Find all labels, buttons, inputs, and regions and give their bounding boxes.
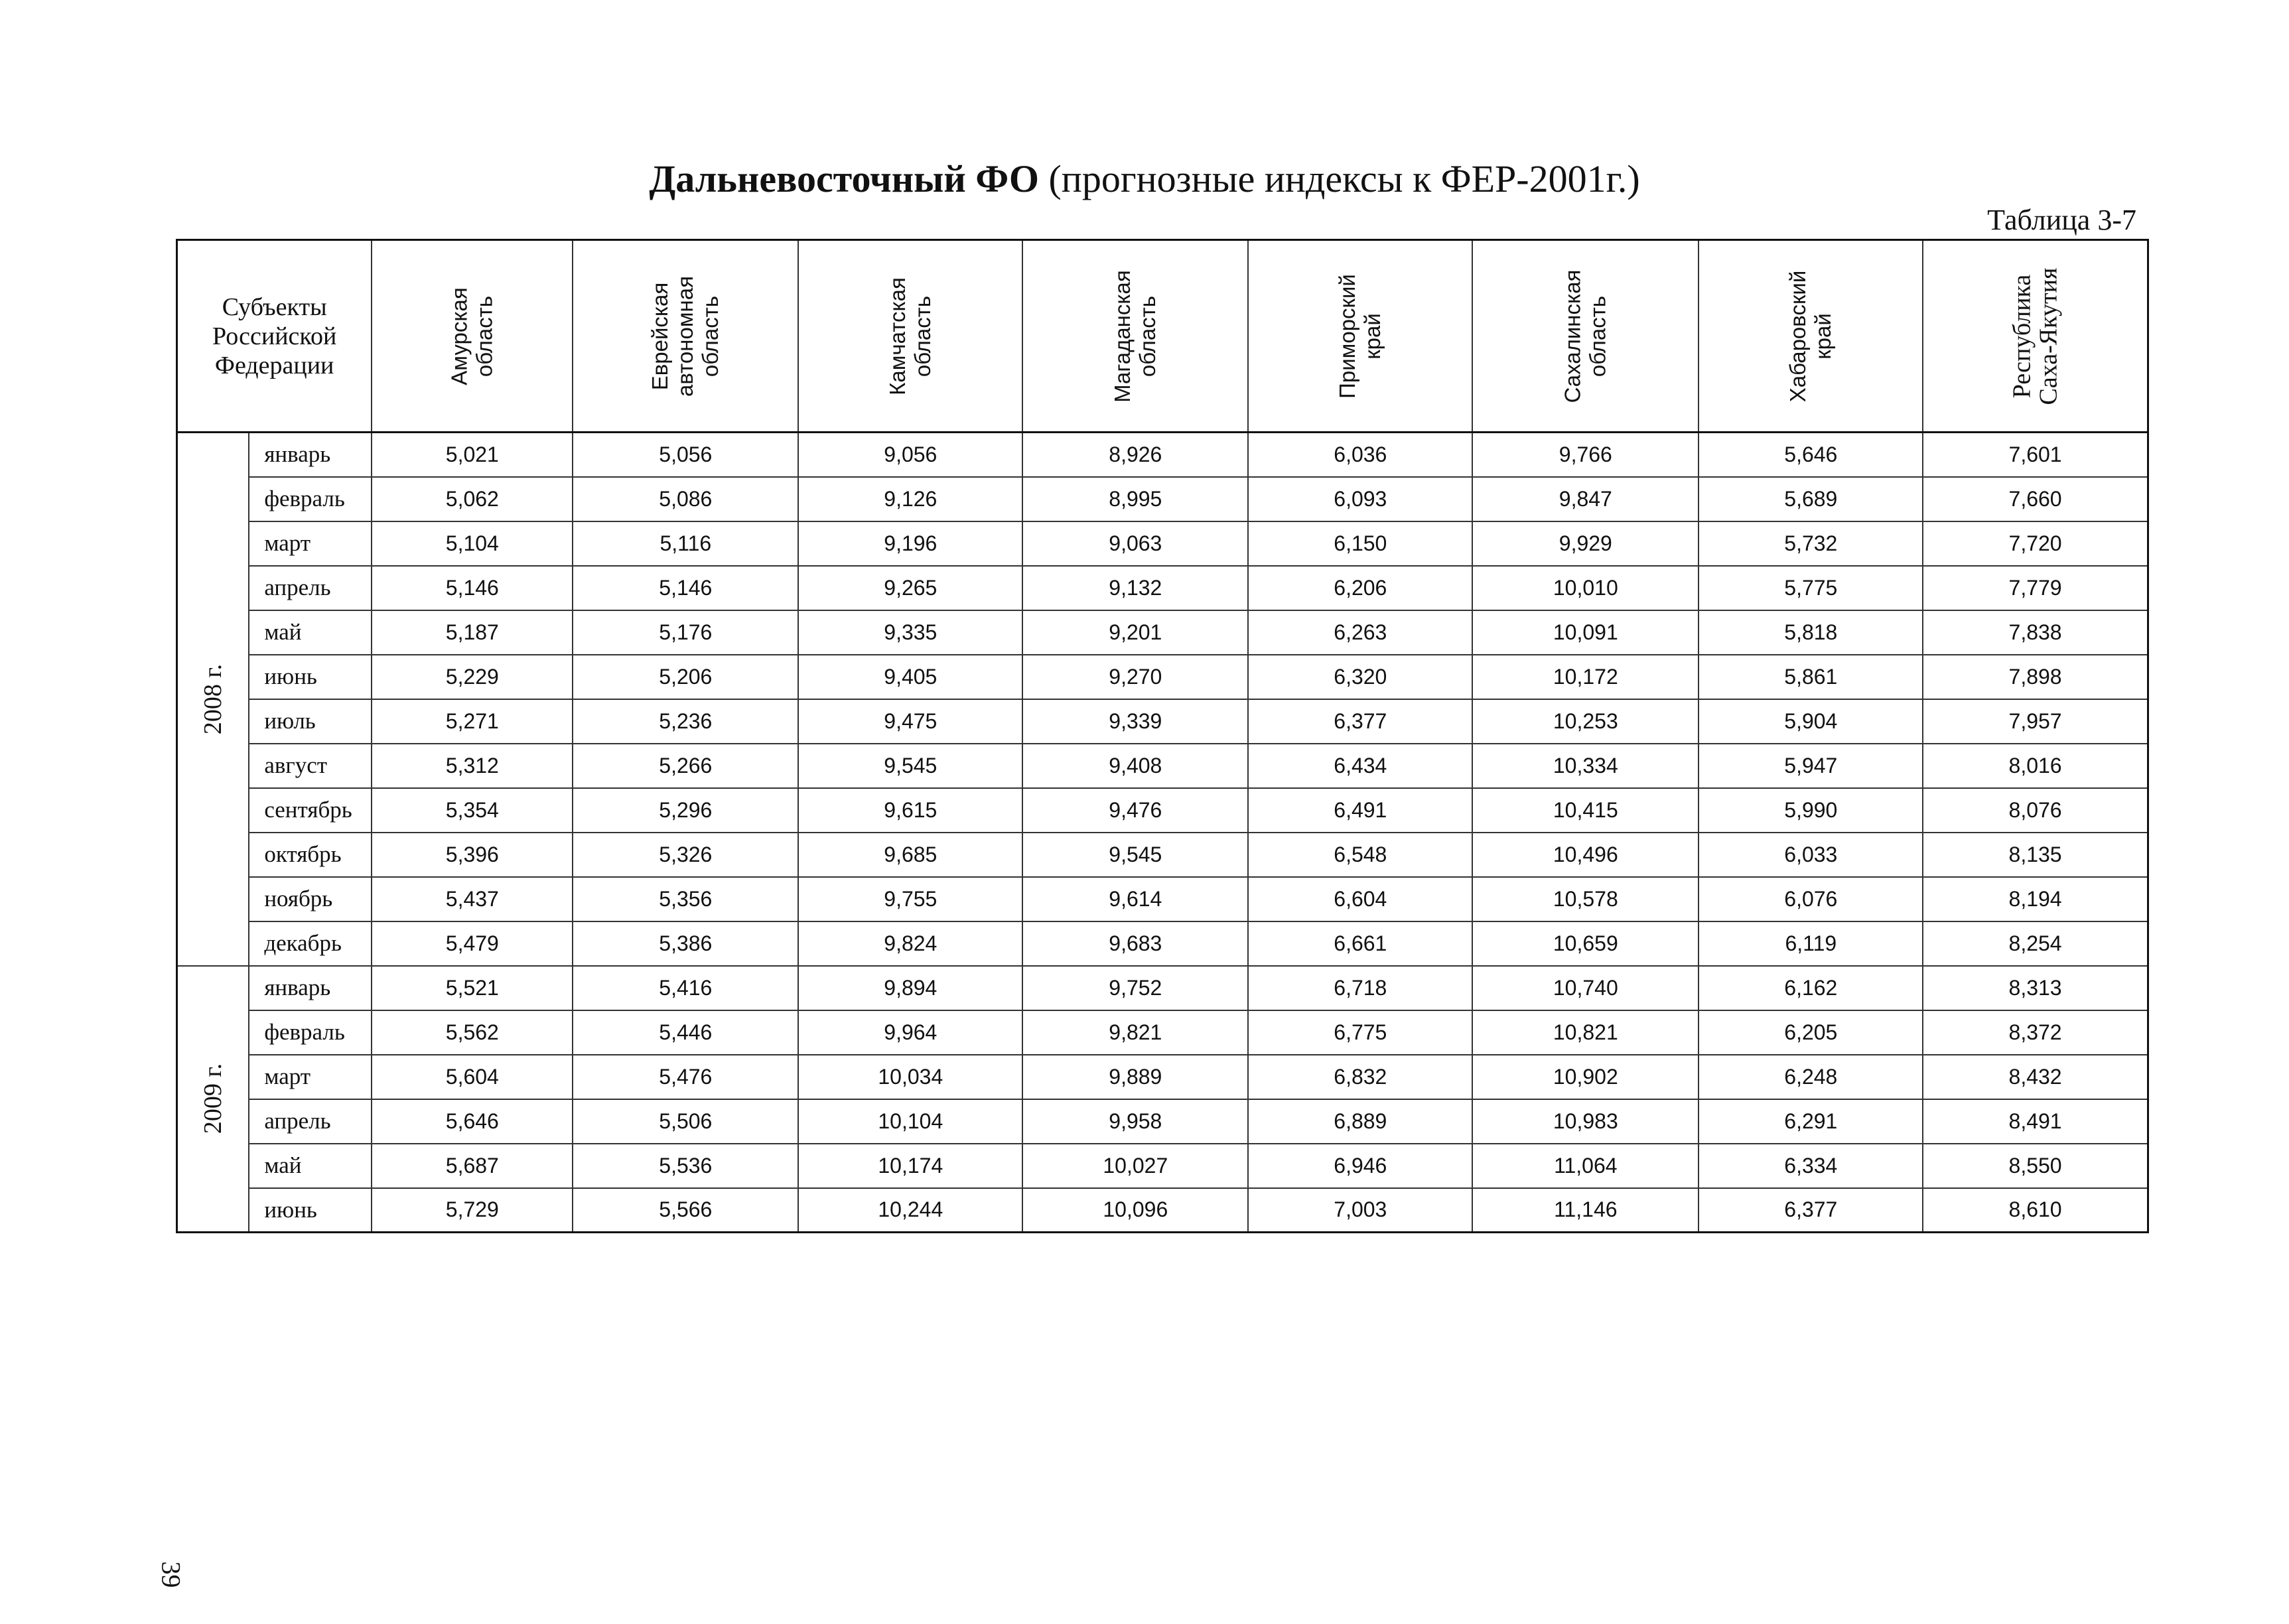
value-cell: 7,838 <box>1923 610 2148 655</box>
value-cell: 5,312 <box>372 744 573 788</box>
value-cell: 5,056 <box>573 433 798 477</box>
value-cell: 5,104 <box>372 521 573 566</box>
value-cell: 10,659 <box>1472 921 1699 966</box>
header-subjects: Субъекты Российской Федерации <box>177 240 372 433</box>
value-cell: 6,604 <box>1248 877 1472 921</box>
value-cell: 9,545 <box>798 744 1022 788</box>
month-cell: февраль <box>249 1010 372 1055</box>
year-cell <box>177 966 249 1233</box>
value-cell: 5,386 <box>573 921 798 966</box>
value-cell: 10,415 <box>1472 788 1699 833</box>
header-col-magadan <box>1022 240 1248 433</box>
value-cell: 6,434 <box>1248 744 1472 788</box>
value-cell: 5,729 <box>372 1188 573 1233</box>
value-cell: 5,086 <box>573 477 798 521</box>
month-cell: май <box>249 610 372 655</box>
value-cell: 9,063 <box>1022 521 1248 566</box>
value-cell: 6,036 <box>1248 433 1472 477</box>
value-cell: 7,779 <box>1923 566 2148 610</box>
value-cell: 9,894 <box>798 966 1022 1010</box>
value-cell: 9,270 <box>1022 655 1248 699</box>
value-cell: 9,614 <box>1022 877 1248 921</box>
value-cell: 8,610 <box>1923 1188 2148 1233</box>
value-cell: 5,116 <box>573 521 798 566</box>
value-cell: 10,104 <box>798 1099 1022 1144</box>
header-col-jewish-ao <box>573 240 798 433</box>
table-row <box>177 477 2148 521</box>
value-cell: 8,372 <box>1923 1010 2148 1055</box>
month-cell: декабрь <box>249 921 372 966</box>
value-cell: 8,313 <box>1923 966 2148 1010</box>
value-cell: 8,194 <box>1923 877 2148 921</box>
month-cell: сентябрь <box>249 788 372 833</box>
table-row <box>177 1144 2148 1188</box>
table-row <box>177 521 2148 566</box>
value-cell: 5,229 <box>372 655 573 699</box>
value-cell: 6,889 <box>1248 1099 1472 1144</box>
value-cell: 10,244 <box>798 1188 1022 1233</box>
value-cell: 5,562 <box>372 1010 573 1055</box>
value-cell: 10,253 <box>1472 699 1699 744</box>
value-cell: 9,964 <box>798 1010 1022 1055</box>
table-row <box>177 877 2148 921</box>
page-number: 39 <box>156 1561 186 1588</box>
value-cell: 10,010 <box>1472 566 1699 610</box>
value-cell: 5,356 <box>573 877 798 921</box>
value-cell: 8,491 <box>1923 1099 2148 1144</box>
value-cell: 5,021 <box>372 433 573 477</box>
value-cell: 9,339 <box>1022 699 1248 744</box>
value-cell: 9,683 <box>1022 921 1248 966</box>
value-cell: 7,720 <box>1923 521 2148 566</box>
value-cell: 10,174 <box>798 1144 1022 1188</box>
value-cell: 6,718 <box>1248 966 1472 1010</box>
value-cell: 9,265 <box>798 566 1022 610</box>
value-cell: 6,248 <box>1699 1055 1923 1099</box>
month-cell: апрель <box>249 1099 372 1144</box>
month-cell: март <box>249 1055 372 1099</box>
table-row <box>177 1055 2148 1099</box>
month-cell: июнь <box>249 1188 372 1233</box>
value-cell: 9,615 <box>798 788 1022 833</box>
table-label: Таблица 3-7 <box>1987 204 2136 236</box>
value-cell: 5,861 <box>1699 655 1923 699</box>
value-cell: 8,254 <box>1923 921 2148 966</box>
header-col-khabarovsk <box>1699 240 1923 433</box>
value-cell: 5,506 <box>573 1099 798 1144</box>
value-cell: 9,824 <box>798 921 1022 966</box>
value-cell: 6,334 <box>1699 1144 1923 1188</box>
value-cell: 5,732 <box>1699 521 1923 566</box>
table-body <box>177 433 2148 1233</box>
value-cell: 5,604 <box>372 1055 573 1099</box>
value-cell: 8,432 <box>1923 1055 2148 1099</box>
value-cell: 9,929 <box>1472 521 1699 566</box>
value-cell: 5,536 <box>573 1144 798 1188</box>
value-cell: 5,437 <box>372 877 573 921</box>
table-row <box>177 744 2148 788</box>
value-cell: 5,187 <box>372 610 573 655</box>
value-cell: 9,408 <box>1022 744 1248 788</box>
value-cell: 5,646 <box>372 1099 573 1144</box>
value-cell: 8,995 <box>1022 477 1248 521</box>
value-cell: 9,201 <box>1022 610 1248 655</box>
header-col-sakhalin-label: Сахалинская область <box>1560 269 1610 403</box>
value-cell: 9,132 <box>1022 566 1248 610</box>
value-cell: 10,578 <box>1472 877 1699 921</box>
value-cell: 7,660 <box>1923 477 2148 521</box>
value-cell: 5,206 <box>573 655 798 699</box>
value-cell: 5,176 <box>573 610 798 655</box>
value-cell: 10,983 <box>1472 1099 1699 1144</box>
year-label: 2008 г. <box>199 663 228 734</box>
header-col-yakutia <box>1923 240 2148 433</box>
value-cell: 6,377 <box>1248 699 1472 744</box>
value-cell: 9,685 <box>798 833 1022 877</box>
value-cell: 9,821 <box>1022 1010 1248 1055</box>
value-cell: 7,003 <box>1248 1188 1472 1233</box>
value-cell: 5,818 <box>1699 610 1923 655</box>
table-row <box>177 833 2148 877</box>
value-cell: 10,172 <box>1472 655 1699 699</box>
month-cell: август <box>249 744 372 788</box>
value-cell: 6,033 <box>1699 833 1923 877</box>
value-cell: 5,396 <box>372 833 573 877</box>
value-cell: 5,146 <box>573 566 798 610</box>
month-cell: май <box>249 1144 372 1188</box>
value-cell: 8,926 <box>1022 433 1248 477</box>
value-cell: 6,162 <box>1699 966 1923 1010</box>
value-cell: 8,016 <box>1923 744 2148 788</box>
page-title-bold: Дальневосточный ФО <box>649 157 1039 200</box>
value-cell: 5,236 <box>573 699 798 744</box>
value-cell: 5,062 <box>372 477 573 521</box>
value-cell: 5,566 <box>573 1188 798 1233</box>
value-cell: 9,755 <box>798 877 1022 921</box>
value-cell: 6,320 <box>1248 655 1472 699</box>
value-cell: 5,446 <box>573 1010 798 1055</box>
value-cell: 7,601 <box>1923 433 2148 477</box>
value-cell: 6,119 <box>1699 921 1923 966</box>
value-cell: 5,687 <box>372 1144 573 1188</box>
year-cell <box>177 433 249 966</box>
month-cell: ноябрь <box>249 877 372 921</box>
year-label: 2009 г. <box>199 1063 228 1134</box>
value-cell: 5,479 <box>372 921 573 966</box>
header-col-magadan-label: Магаданская область <box>1110 269 1160 403</box>
value-cell: 6,093 <box>1248 477 1472 521</box>
table-row <box>177 655 2148 699</box>
value-cell: 11,146 <box>1472 1188 1699 1233</box>
table-row <box>177 788 2148 833</box>
value-cell: 5,354 <box>372 788 573 833</box>
value-cell: 5,775 <box>1699 566 1923 610</box>
month-cell: январь <box>249 966 372 1010</box>
table-row <box>177 921 2148 966</box>
value-cell: 9,335 <box>798 610 1022 655</box>
month-cell: март <box>249 521 372 566</box>
value-cell: 10,902 <box>1472 1055 1699 1099</box>
table-row <box>177 1099 2148 1144</box>
value-cell: 10,091 <box>1472 610 1699 655</box>
value-cell: 9,405 <box>798 655 1022 699</box>
value-cell: 5,416 <box>573 966 798 1010</box>
value-cell: 9,545 <box>1022 833 1248 877</box>
table-row <box>177 1010 2148 1055</box>
table-row <box>177 1188 2148 1233</box>
header-col-khabarovsk-label: Хабаровский край <box>1785 270 1836 402</box>
value-cell: 10,096 <box>1022 1188 1248 1233</box>
value-cell: 6,076 <box>1699 877 1923 921</box>
value-cell: 6,150 <box>1248 521 1472 566</box>
value-cell: 6,946 <box>1248 1144 1472 1188</box>
value-cell: 8,550 <box>1923 1144 2148 1188</box>
value-cell: 10,821 <box>1472 1010 1699 1055</box>
value-cell: 6,206 <box>1248 566 1472 610</box>
table-row <box>177 610 2148 655</box>
table-row <box>177 433 2148 477</box>
value-cell: 6,263 <box>1248 610 1472 655</box>
value-cell: 10,334 <box>1472 744 1699 788</box>
header-col-amur-label: Амурская область <box>447 287 497 385</box>
month-cell: февраль <box>249 477 372 521</box>
value-cell: 9,196 <box>798 521 1022 566</box>
header-col-sakhalin <box>1472 240 1699 433</box>
page-title <box>0 157 2289 201</box>
header-col-jewish-ao-label: Еврейская автономная область <box>648 275 723 397</box>
value-cell: 5,947 <box>1699 744 1923 788</box>
value-cell: 7,898 <box>1923 655 2148 699</box>
page-title-rest: (прогнозные индексы к ФЕР-2001г.) <box>1038 157 1640 200</box>
month-cell: июнь <box>249 655 372 699</box>
value-cell: 5,271 <box>372 699 573 744</box>
value-cell: 9,847 <box>1472 477 1699 521</box>
value-cell: 8,076 <box>1923 788 2148 833</box>
value-cell: 9,126 <box>798 477 1022 521</box>
header-col-yakutia-label: Республика Саха-Якутия <box>2008 267 2063 405</box>
value-cell: 5,326 <box>573 833 798 877</box>
value-cell: 10,027 <box>1022 1144 1248 1188</box>
value-cell: 11,064 <box>1472 1144 1699 1188</box>
value-cell: 7,957 <box>1923 699 2148 744</box>
header-col-amur <box>372 240 573 433</box>
value-cell: 5,296 <box>573 788 798 833</box>
month-cell: апрель <box>249 566 372 610</box>
value-cell: 6,205 <box>1699 1010 1923 1055</box>
table-row <box>177 966 2148 1010</box>
value-cell: 9,056 <box>798 433 1022 477</box>
value-cell: 5,990 <box>1699 788 1923 833</box>
value-cell: 6,661 <box>1248 921 1472 966</box>
value-cell: 6,291 <box>1699 1099 1923 1144</box>
table-header-row <box>177 240 2148 433</box>
value-cell: 9,476 <box>1022 788 1248 833</box>
month-cell: июль <box>249 699 372 744</box>
month-cell: январь <box>249 433 372 477</box>
value-cell: 9,958 <box>1022 1099 1248 1144</box>
value-cell: 6,775 <box>1248 1010 1472 1055</box>
value-cell: 6,548 <box>1248 833 1472 877</box>
value-cell: 5,646 <box>1699 433 1923 477</box>
value-cell: 10,740 <box>1472 966 1699 1010</box>
value-cell: 6,377 <box>1699 1188 1923 1233</box>
value-cell: 9,475 <box>798 699 1022 744</box>
value-cell: 10,034 <box>798 1055 1022 1099</box>
value-cell: 8,135 <box>1923 833 2148 877</box>
header-col-kamchatka-label: Камчатская область <box>885 277 936 395</box>
value-cell: 5,266 <box>573 744 798 788</box>
table-row <box>177 699 2148 744</box>
value-cell: 5,689 <box>1699 477 1923 521</box>
value-cell: 9,889 <box>1022 1055 1248 1099</box>
value-cell: 10,496 <box>1472 833 1699 877</box>
value-cell: 5,904 <box>1699 699 1923 744</box>
value-cell: 6,832 <box>1248 1055 1472 1099</box>
header-col-kamchatka <box>798 240 1022 433</box>
index-table <box>176 239 2149 1233</box>
value-cell: 5,146 <box>372 566 573 610</box>
header-col-primorsky <box>1248 240 1472 433</box>
value-cell: 5,476 <box>573 1055 798 1099</box>
value-cell: 9,752 <box>1022 966 1248 1010</box>
month-cell: октябрь <box>249 833 372 877</box>
value-cell: 9,766 <box>1472 433 1699 477</box>
value-cell: 6,491 <box>1248 788 1472 833</box>
value-cell: 5,521 <box>372 966 573 1010</box>
header-col-primorsky-label: Приморский край <box>1335 273 1385 399</box>
table-row <box>177 566 2148 610</box>
